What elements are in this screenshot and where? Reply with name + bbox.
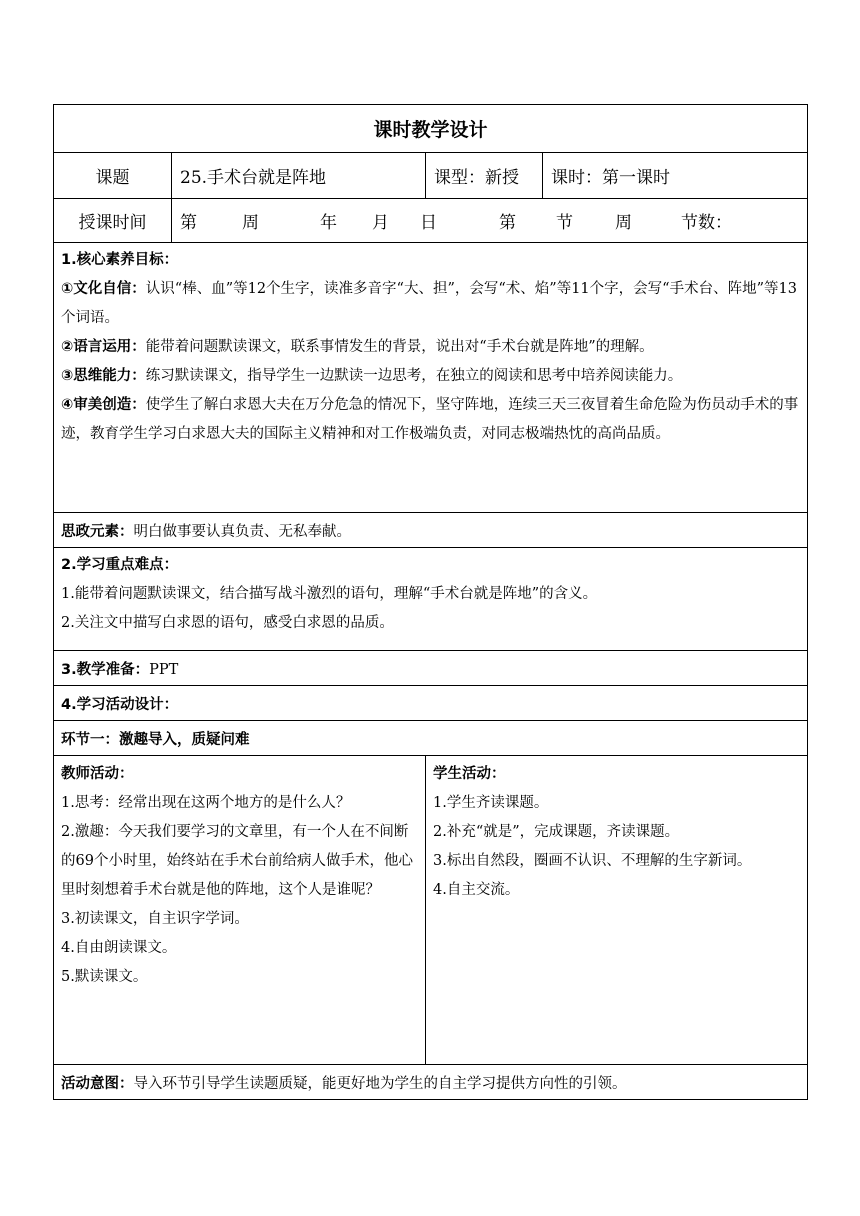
prep-section: 3.教学准备：PPT: [54, 651, 808, 686]
student-heading: 学生活动：: [433, 766, 506, 782]
goal-item: ②语言运用：能带着问题默读课文，联系事情发生的背景，说出对“手术台就是阵地”的理解。: [61, 339, 654, 355]
lesson-plan-table: [53, 104, 808, 1100]
student-item: 2.补充“就是”，完成课题，齐读课题。: [433, 824, 680, 840]
topic-value: 25.手术台就是阵地: [172, 153, 426, 199]
activity-design-heading: 4.学习活动设计：: [54, 686, 808, 721]
goal-item: ①文化自信：认识“棒、血”等12个生字，读准多音字“大、担”，会写“术、焰”等11个字，会写“手术台、阵地”等13个词语。: [61, 281, 797, 326]
document-title: 课时教学设计: [54, 105, 808, 153]
teacher-item: 4.自由朗读课文。: [61, 940, 177, 956]
section-heading: 1.核心素养目标：: [61, 252, 179, 268]
lesson-plan-document: [53, 104, 807, 1100]
student-item: 1.学生齐读课题。: [433, 795, 549, 811]
time-field: 年: [320, 213, 337, 233]
lesson-type: 课型：新授: [426, 153, 543, 199]
topic-label: 课题: [54, 153, 172, 199]
stage-title: 环节一：激趣导入，质疑问难: [54, 721, 808, 756]
teacher-item: 5.默读课文。: [61, 969, 148, 985]
time-field: 月: [372, 213, 389, 233]
teacher-item: 2.激趣：今天我们要学习的文章里，有一个人在不间断的69个小时里，始终站在手术台前给病人做手术，他心里时刻想着手术台就是他的阵地，这个人是谁呢？: [61, 824, 413, 898]
time-field: 节数：: [681, 213, 732, 233]
goal-item: ④审美创造：使学生了解白求恩大夫在万分危急的情况下，坚守阵地，连续三天三夜冒着生命危险为伤员动手术的事迹，教育学生学习白求恩大夫的国际主义精神和对工作极端负责，对同志极端热忱的高尚品质。: [61, 397, 799, 442]
keypoint-item: 2.关注文中描写白求恩的语句，感受白求恩的品质。: [61, 615, 394, 631]
time-fields: [172, 199, 808, 243]
time-field: 第: [499, 213, 516, 233]
student-activity-cell: [426, 756, 808, 1065]
goal-item: ③思维能力：练习默读课文，指导学生一边默读一边思考，在独立的阅读和思考中培养阅读能力。: [61, 368, 683, 384]
teacher-item: 1.思考：经常出现在这两个地方的是什么人？: [61, 795, 351, 811]
time-field: 周: [615, 213, 632, 233]
keypoint-item: 1.能带着问题默读课文，结合描写战斗激烈的语句，理解“手术台就是阵地”的含义。: [61, 586, 598, 602]
student-item: 3.标出自然段，圈画不认识、不理解的生字新词。: [433, 853, 752, 869]
time-field: 节: [556, 213, 573, 233]
teacher-item: 3.初读课文，自主识字学词。: [61, 911, 249, 927]
keypoints-section: [54, 548, 808, 651]
student-item: 4.自主交流。: [433, 882, 520, 898]
core-goals-section: [54, 243, 808, 513]
teacher-activity-cell: [54, 756, 426, 1065]
lesson-period: 课时：第一课时: [543, 153, 808, 199]
time-field: 第: [180, 213, 197, 233]
ideology-section: 思政元素：明白做事要认真负责、无私奉献。: [54, 513, 808, 548]
teacher-heading: 教师活动：: [61, 766, 134, 782]
time-field: 周: [242, 213, 259, 233]
activity-intent: 活动意图：导入环节引导学生读题质疑，能更好地为学生的自主学习提供方向性的引领。: [54, 1065, 808, 1100]
time-label: 授课时间: [54, 199, 172, 243]
section-heading: 2.学习重点难点：: [61, 557, 179, 573]
time-field: 日: [420, 213, 437, 233]
